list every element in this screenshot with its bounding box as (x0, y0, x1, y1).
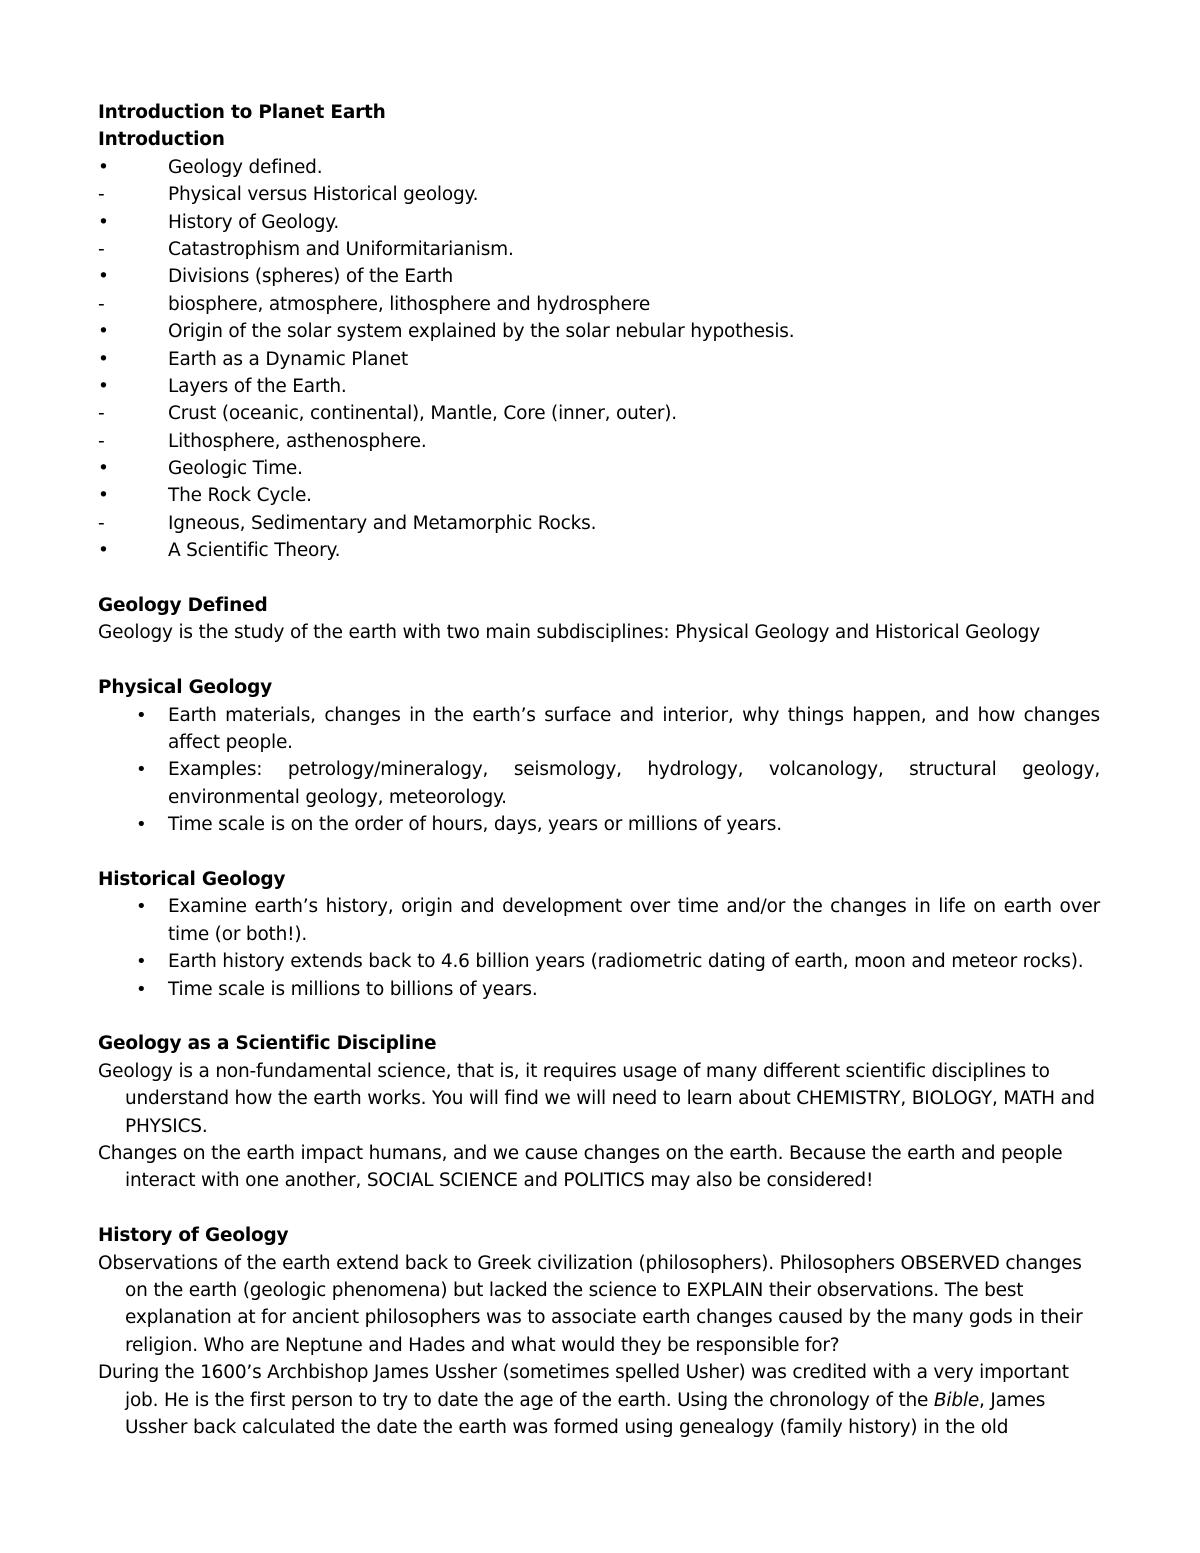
list-item (98, 756, 1100, 811)
bullet-icon: • (136, 814, 147, 836)
list-item (98, 948, 1100, 975)
outline-item (98, 263, 1100, 290)
section-heading-physical-geology: Physical Geology (98, 677, 272, 699)
list-item (98, 893, 1100, 948)
spacer (98, 647, 1100, 674)
paragraph-text: During the 1600’s Archbishop James Ussher (sometimes spelled Usher) was credited with a very important job. He is the first person to try to date the age of the earth. Using the chronology of the (98, 1362, 1069, 1411)
section-heading-scientific-discipline: Geology as a Scientific Discipline (98, 1033, 437, 1055)
geology-defined-text: Geology is the study of the earth with two main subdisciplines: Physical Geology and Historical Geology (98, 622, 1040, 644)
list-item-text: Time scale is millions to billions of years. (168, 978, 538, 1000)
paragraph: Changes on the earth impact humans, and we cause changes on the earth. Because the earth and people interact with one another, SOCIAL SCIENCE and POLITICS may also be considered! (98, 1143, 1063, 1192)
spacer (98, 839, 1100, 866)
outline-item (98, 154, 1100, 181)
list-item (98, 976, 1100, 1003)
bullet-icon: • (136, 759, 147, 781)
outline-item (98, 181, 1100, 208)
outline-item (98, 346, 1100, 373)
outline-item (98, 537, 1100, 564)
outline-item (98, 318, 1100, 345)
bullet-icon: • (136, 978, 147, 1000)
outline-marker: • (98, 266, 109, 288)
outline-marker: • (98, 540, 109, 562)
italic-text: Bible (933, 1389, 980, 1411)
outline-text: History of Geology. (168, 211, 340, 233)
section-heading-historical-geology: Historical Geology (98, 869, 286, 891)
paragraph-text: , James Ussher back calculated the date the earth was formed using genealogy (family history) in the old (125, 1389, 1046, 1439)
outline-text: Geology defined. (168, 156, 323, 178)
outline-item (98, 455, 1100, 482)
list-item-text: Examine earth’s history, origin and development over time and/or the changes in life on earth over time (or both!). (168, 896, 1100, 945)
outline-text: Origin of the solar system explained by the solar nebular hypothesis. (168, 321, 795, 343)
outline-text: Divisions (spheres) of the Earth (168, 266, 454, 288)
document-title: Introduction to Planet Earth (98, 102, 386, 123)
outline-text: The Rock Cycle. (168, 485, 312, 507)
physical-geology-list (98, 702, 1100, 839)
outline-text: Crust (oceanic, continental), Mantle, Core (inner, outer). (168, 403, 677, 425)
list-item-text: Examples: petrology/mineralogy, seismology, hydrology, volcanology, structural geology, environmental geology, meteorology. (168, 759, 1100, 808)
outline-text: Geologic Time. (168, 458, 303, 480)
outline-marker: • (98, 375, 109, 397)
outline-marker: • (98, 485, 109, 507)
list-item-text: Time scale is on the order of hours, days, years or millions of years. (168, 814, 782, 836)
outline-marker: - (98, 403, 105, 425)
outline-item (98, 482, 1100, 509)
outline-item (98, 373, 1100, 400)
outline-marker: - (98, 293, 105, 315)
list-item-text: Earth materials, changes in the earth’s surface and interior, why things happen, and how changes affect people. (168, 704, 1100, 753)
outline-text: Earth as a Dynamic Planet (168, 348, 409, 370)
outline-marker: • (98, 458, 109, 480)
bullet-icon: • (136, 951, 147, 973)
outline-marker: • (98, 211, 109, 233)
list-item-text: Earth history extends back to 4.6 billion years (radiometric dating of earth, moon and meteor rocks). (168, 951, 1084, 973)
outline-item (98, 209, 1100, 236)
spacer (98, 1003, 1100, 1030)
section-heading-geology-defined: Geology Defined (98, 595, 268, 617)
bullet-icon: • (136, 704, 147, 726)
spacer (98, 1195, 1100, 1222)
outline-marker: • (98, 156, 109, 178)
outline-marker: - (98, 512, 105, 534)
outline-text: Physical versus Historical geology. (168, 184, 479, 206)
outline-marker: - (98, 430, 105, 452)
outline-text: Catastrophism and Uniformitarianism. (168, 238, 514, 260)
intro-heading: Introduction (98, 129, 225, 151)
outline-item (98, 291, 1100, 318)
outline-marker: - (98, 184, 105, 206)
intro-outline (98, 154, 1100, 565)
bullet-icon: • (136, 896, 147, 918)
list-item (98, 811, 1100, 838)
outline-text: Lithosphere, asthenosphere. (168, 430, 427, 452)
outline-text: A Scientific Theory. (168, 540, 341, 562)
paragraph: Observations of the earth extend back to Greek civilization (philosophers). Philosophers OBSERVED changes on the earth (geologic phenomena) but lacked the science to EXPLAIN their observations. The best explanation at for ancient philosophers was to associate earth changes caused by the many gods in their religion. Who are Neptune and Hades and what would they be responsible for? (98, 1252, 1083, 1356)
outline-item (98, 510, 1100, 537)
list-item (98, 702, 1100, 757)
historical-geology-list (98, 893, 1100, 1003)
outline-item (98, 400, 1100, 427)
outline-marker: • (98, 348, 109, 370)
spacer (98, 565, 1100, 592)
outline-marker: - (98, 238, 105, 260)
paragraph (98, 1359, 1100, 1441)
outline-text: Layers of the Earth. (168, 375, 347, 397)
outline-text: Igneous, Sedimentary and Metamorphic Rocks. (168, 512, 597, 534)
outline-text: biosphere, atmosphere, lithosphere and hydrosphere (168, 293, 651, 315)
section-heading-history-of-geology: History of Geology (98, 1225, 289, 1247)
outline-item (98, 428, 1100, 455)
outline-marker: • (98, 321, 109, 343)
outline-item (98, 236, 1100, 263)
paragraph: Geology is a non-fundamental science, that is, it requires usage of many different scientific disciplines to understand how the earth works. You will find we will need to learn about CHEMISTRY, BIOLOGY, MATH and PHYSICS. (98, 1060, 1095, 1137)
